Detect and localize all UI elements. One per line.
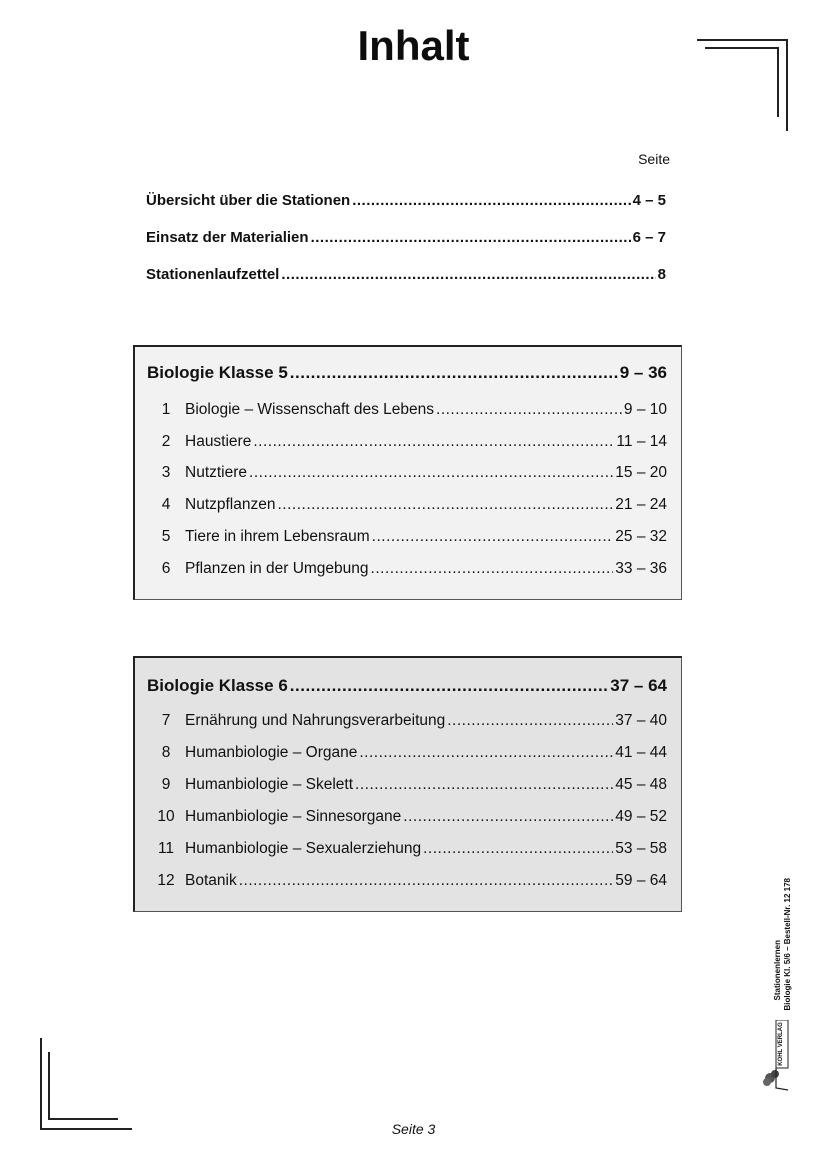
- toc-dot-leader: [372, 528, 614, 546]
- toc-dot-leader: [436, 401, 622, 419]
- toc-dot-leader: [253, 433, 614, 451]
- section-pages: 37 – 64: [610, 676, 667, 695]
- toc-entry-pages: 8: [657, 266, 666, 283]
- entry-number: 11: [157, 840, 175, 857]
- corner-decoration-top-right-inner: [705, 47, 779, 117]
- entry-pages: 25 – 32: [615, 528, 667, 545]
- entry-title: Humanbiologie – Skelett: [185, 776, 354, 793]
- toc-dot-leader: [249, 464, 613, 482]
- toc-dot-leader: [277, 496, 613, 514]
- toc-entry[interactable]: [147, 464, 667, 486]
- page-column-label: Seite: [638, 151, 670, 167]
- entry-title: Nutzpflanzen: [185, 496, 276, 513]
- toc-entry-title: Stationenlaufzettel: [146, 266, 280, 283]
- toc-dot-leader: [403, 808, 613, 826]
- entry-pages: 45 – 48: [615, 776, 667, 793]
- toc-entry[interactable]: [147, 744, 667, 766]
- toc-entry-title: Übersicht über die Stationen: [146, 192, 351, 209]
- entry-pages: 53 – 58: [615, 840, 667, 857]
- entry-number: 10: [157, 808, 175, 825]
- toc-dot-leader: [311, 229, 631, 246]
- entry-title: Ernährung und Nahrungsverarbeitung: [185, 712, 446, 729]
- section-heading-klasse-6[interactable]: [147, 676, 667, 698]
- toc-dot-leader: [359, 744, 613, 762]
- publisher-name: KOHL VERLAG: [778, 1022, 784, 1066]
- entry-pages: 59 – 64: [615, 872, 667, 889]
- entry-number: 7: [161, 712, 171, 729]
- section-heading-klasse-5[interactable]: [147, 363, 667, 385]
- entry-pages: 49 – 52: [615, 808, 667, 825]
- side-series-title: Stationenlernen: [773, 940, 782, 1001]
- entry-pages: 21 – 24: [615, 496, 667, 513]
- section-title: Biologie Klasse 5: [147, 363, 288, 382]
- toc-dot-leader: [239, 872, 614, 890]
- entry-title: Tiere in ihrem Lebensraum: [185, 528, 370, 545]
- entry-title: Botanik: [185, 872, 237, 889]
- entry-number: 6: [161, 560, 171, 577]
- entry-title: Humanbiologie – Sinnesorgane: [185, 808, 402, 825]
- toc-entry[interactable]: [147, 401, 667, 423]
- publisher-logo: [762, 1020, 792, 1092]
- section-title: Biologie Klasse 6: [147, 676, 288, 695]
- toc-entry[interactable]: [147, 496, 667, 518]
- toc-entry-intro[interactable]: [146, 229, 666, 251]
- entry-title: Haustiere: [185, 433, 252, 450]
- toc-dot-leader: [423, 840, 613, 858]
- toc-entry-title: Einsatz der Materialien: [146, 229, 309, 246]
- entry-number: 5: [161, 528, 171, 545]
- toc-dot-leader: [447, 712, 613, 730]
- toc-entry[interactable]: [147, 560, 667, 582]
- entry-pages: 41 – 44: [615, 744, 667, 761]
- entry-pages: 15 – 20: [615, 464, 667, 481]
- toc-entry[interactable]: [147, 872, 667, 894]
- page-footer: Seite 3: [391, 1121, 436, 1137]
- entry-title: Humanbiologie – Sexualerziehung: [185, 840, 422, 857]
- toc-dot-leader: [290, 676, 608, 696]
- entry-number: 12: [157, 872, 175, 889]
- toc-dot-leader: [281, 266, 655, 283]
- entry-pages: 37 – 40: [615, 712, 667, 729]
- toc-dot-leader: [371, 560, 614, 578]
- toc-entry-intro[interactable]: [146, 192, 666, 214]
- entry-number: 3: [161, 464, 171, 481]
- entry-pages: 33 – 36: [615, 560, 667, 577]
- entry-number: 2: [161, 433, 171, 450]
- entry-title: Nutztiere: [185, 464, 248, 481]
- entry-number: 8: [161, 744, 171, 761]
- section-box-klasse-5: [133, 345, 682, 600]
- side-order-number: Biologie Kl. 5/6 – Bestell-Nr. 12 178: [783, 878, 792, 1011]
- corner-decoration-bottom-left-inner: [48, 1052, 118, 1120]
- entry-title: Biologie – Wissenschaft des Lebens: [185, 401, 435, 418]
- entry-pages: 11 – 14: [616, 433, 667, 450]
- toc-dot-leader: [352, 192, 630, 209]
- entry-pages: 9 – 10: [623, 401, 667, 418]
- toc-entry[interactable]: [147, 840, 667, 862]
- entry-title: Humanbiologie – Organe: [185, 744, 358, 761]
- toc-entry-pages: 6 – 7: [632, 229, 666, 246]
- toc-entry[interactable]: [147, 528, 667, 550]
- toc-entry[interactable]: [147, 712, 667, 734]
- toc-entry[interactable]: [147, 808, 667, 830]
- toc-dot-leader: [290, 363, 618, 383]
- toc-entry[interactable]: [147, 776, 667, 798]
- entry-number: 4: [161, 496, 171, 513]
- section-box-klasse-6: [133, 656, 682, 912]
- toc-entry-pages: 4 – 5: [632, 192, 666, 209]
- page-title: Inhalt: [357, 22, 470, 69]
- toc-entry[interactable]: [147, 433, 667, 455]
- toc-dot-leader: [355, 776, 613, 794]
- section-pages: 9 – 36: [619, 363, 667, 382]
- entry-number: 1: [161, 401, 171, 418]
- entry-number: 9: [161, 776, 171, 793]
- toc-entry-intro[interactable]: [146, 266, 666, 288]
- entry-title: Pflanzen in der Umgebung: [185, 560, 369, 577]
